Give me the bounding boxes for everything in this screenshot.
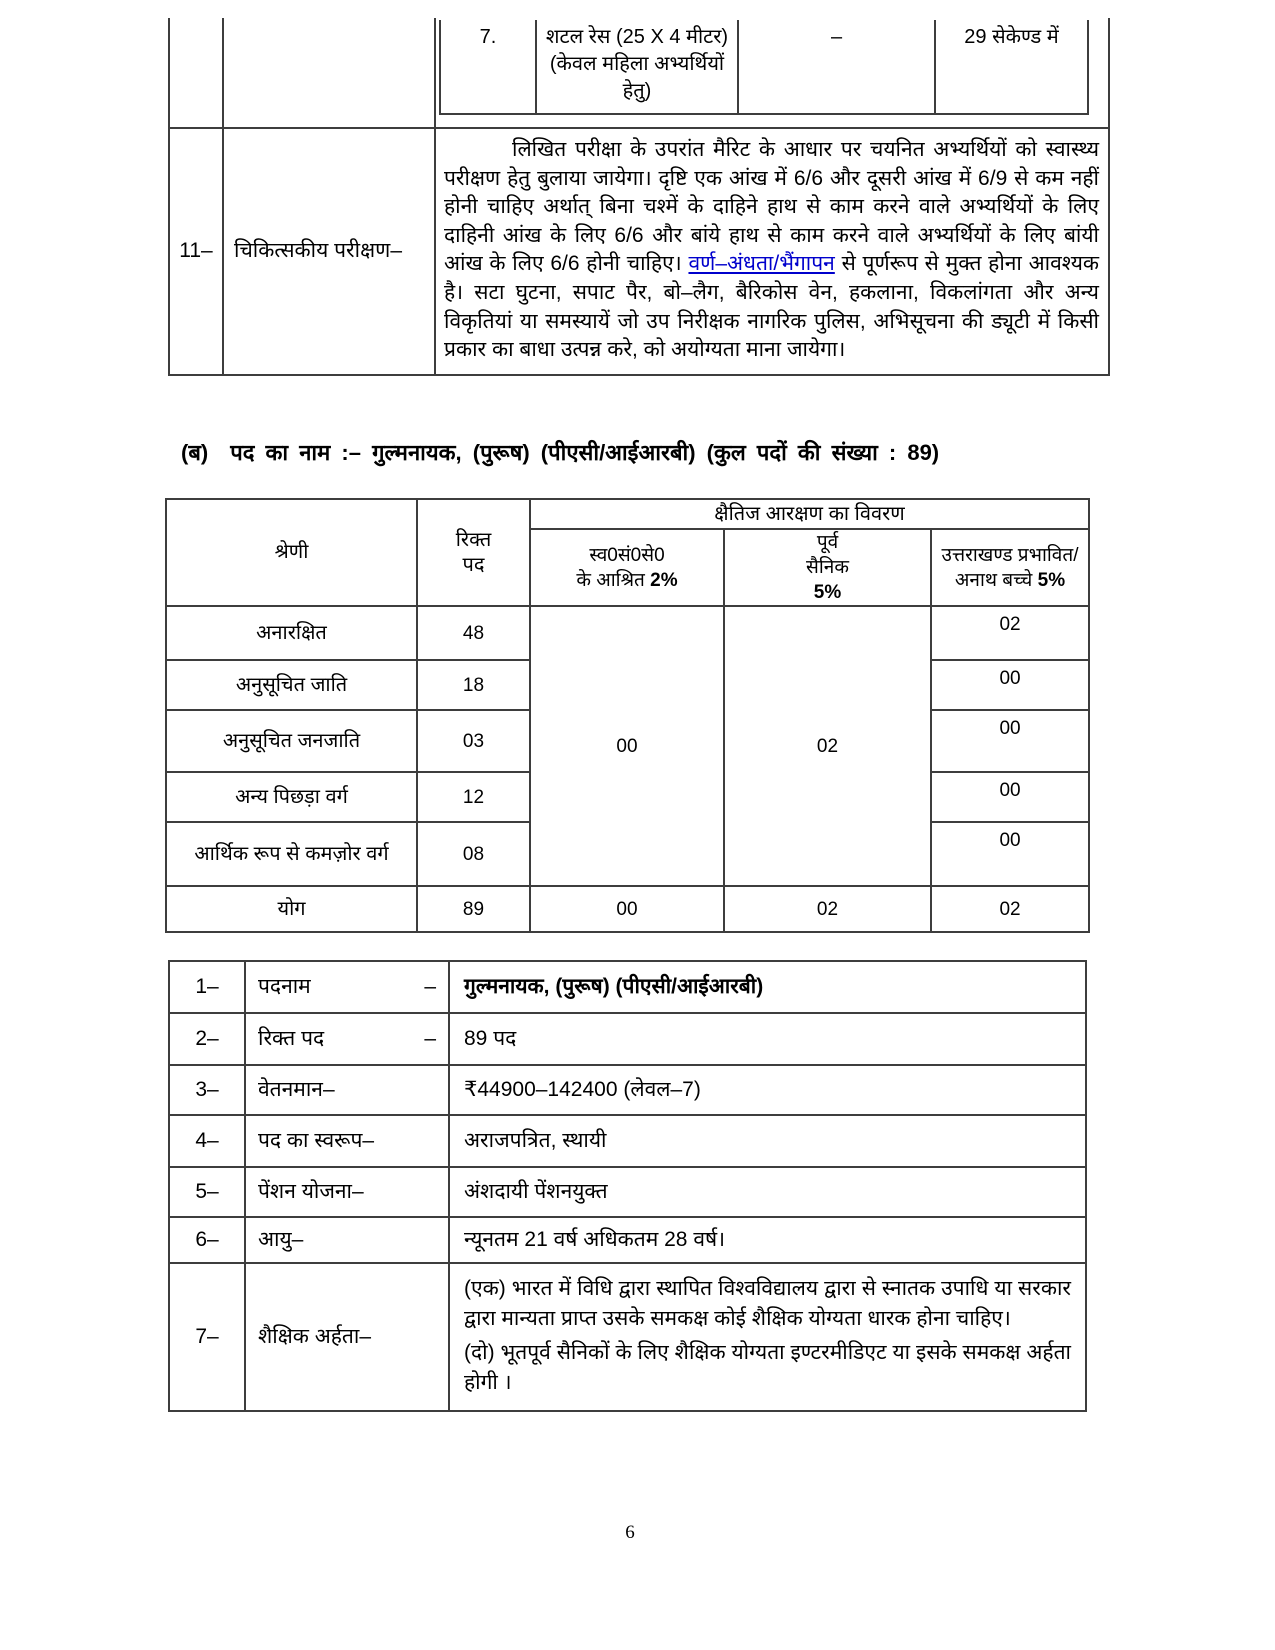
total-orphan-cell	[931, 886, 1089, 932]
detail-number: 5–	[195, 1180, 219, 1203]
medical-row-content-cell	[435, 128, 1109, 375]
orphan-value: 00	[999, 668, 1021, 689]
total-dependents-cell	[530, 886, 724, 932]
detail-number: 1–	[195, 975, 219, 998]
detail-number-cell	[169, 1115, 245, 1167]
vacant-cell	[417, 660, 530, 710]
detail-label: आयु–	[258, 1228, 304, 1251]
fitness-inner-table	[439, 20, 1089, 115]
medical-text-start: लिखित परीक्षा के उपरांत मैरिट के आधार पर चयनित अभ्यर्थियों को स्वास्थ्य परीक्षण हेतु बुलाया जायेगा। दृष्टि एक आंख में 6/6 और दूसरी आंख में 6/9 से कम नहीं होनी चाहिए अर्थात् बिना चश्में के दाहिने हाथ से काम करने वाले अभ्यर्थियों के लिए दाहिनी आंख के लिए 6/6 और बांये हाथ से काम करने वाले अभ्यर्थियों के लिए बांयी आंख के लिए 6/6 होनी चाहिए।	[444, 138, 1099, 276]
total-exserviceman-cell	[724, 886, 931, 932]
fitness-result: 29 सेकेण्ड में	[964, 26, 1059, 48]
detail-value: 89 पद	[464, 1027, 517, 1050]
category-label: आर्थिक रूप से कमज़ोर वर्ग	[194, 842, 389, 865]
table-row	[166, 606, 1089, 660]
category-cell	[166, 822, 417, 886]
vacant-cell	[417, 822, 530, 886]
reservation-table	[165, 498, 1090, 933]
detail-row-post-nature	[169, 1115, 1086, 1167]
fitness-mark: –	[830, 26, 843, 48]
detail-value-cell	[449, 1013, 1086, 1065]
detail-number: 3–	[195, 1078, 219, 1101]
orphan-value: 00	[999, 830, 1021, 851]
header-orphan-line1: उत्तराखण्ड प्रभावित/	[941, 544, 1079, 566]
orphan-cell	[931, 606, 1089, 660]
detail-row-pension	[169, 1167, 1086, 1217]
header-category-cell	[166, 499, 417, 606]
fitness-row-7	[440, 20, 1088, 114]
detail-value: ₹44900–142400 (लेवल–7)	[464, 1078, 701, 1101]
header-vacant-line2: पद	[462, 553, 485, 576]
detail-number: 2–	[195, 1027, 219, 1050]
detail-label-cell	[245, 1263, 449, 1411]
physical-medical-table	[168, 18, 1110, 376]
detail-value-cell	[449, 1263, 1086, 1411]
total-row	[166, 886, 1089, 932]
total-dependents-value: 00	[616, 898, 638, 920]
category-label: अनारक्षित	[256, 621, 327, 644]
vacant-value: 08	[462, 843, 485, 865]
medical-row-label: चिकित्सकीय परीक्षण–	[234, 239, 402, 263]
detail-row-education	[169, 1263, 1086, 1411]
detail-number-cell	[169, 1263, 245, 1411]
total-exserviceman-value: 02	[816, 898, 839, 920]
detail-dash: –	[424, 975, 436, 998]
detail-value: गुल्मनायक, (पुरूष) (पीएसी/आईआरबी)	[464, 975, 764, 998]
total-vacant-value: 89	[462, 898, 485, 920]
detail-value-cell	[449, 1115, 1086, 1167]
detail-value-cell	[449, 1217, 1086, 1263]
detail-number: 7–	[195, 1325, 219, 1348]
orphan-value: 02	[999, 614, 1021, 635]
section-b-heading	[181, 438, 1111, 468]
detail-label-cell	[245, 1065, 449, 1115]
colour-blindness-link[interactable]: वर्ण–अंधता/भैंगापन	[688, 252, 835, 276]
detail-dash: –	[424, 1027, 436, 1050]
category-label: अनुसूचित जनजाति	[222, 729, 361, 752]
dependents-value: 00	[616, 735, 638, 757]
detail-label: पदनाम	[258, 975, 311, 998]
section-b-title: पद का नाम :– गुल्मनायक, (पुरूष) (पीएसी/आईआरबी) (कुल पदों की संख्या : 89)	[230, 440, 940, 465]
fitness-sno-cell	[440, 20, 536, 114]
detail-number-cell	[169, 1217, 245, 1263]
fitness-event: शटल रेस (25 X 4 मीटर) (केवल महिला अभ्यर्थियों हेतु)	[545, 26, 729, 102]
vacant-cell	[417, 606, 530, 660]
category-cell	[166, 660, 417, 710]
medical-exam-row	[169, 128, 1109, 375]
detail-value-cell	[449, 1167, 1086, 1217]
vacant-cell	[417, 710, 530, 772]
orphan-cell	[931, 772, 1089, 822]
header-orphan-cell	[931, 529, 1089, 606]
detail-number-cell	[169, 1167, 245, 1217]
medical-row-number: 11–	[179, 239, 213, 263]
detail-number: 6–	[195, 1228, 219, 1251]
header-exserviceman-cell	[724, 529, 931, 606]
orphan-cell	[931, 660, 1089, 710]
detail-value: अराजपत्रित, स्थायी	[464, 1129, 607, 1152]
header-category: श्रेणी	[274, 541, 309, 563]
header-exserviceman-line2: सैनिक	[806, 557, 849, 578]
detail-row-vacancies	[169, 1013, 1086, 1065]
detail-row-age	[169, 1217, 1086, 1263]
detail-number-cell	[169, 1065, 245, 1115]
orphan-value: 00	[999, 718, 1021, 739]
fitness-continuation-row	[169, 18, 1109, 128]
vacant-cell	[417, 772, 530, 822]
category-label: अन्य पिछड़ा वर्ग	[235, 785, 348, 808]
detail-number: 4–	[195, 1129, 219, 1152]
header-horizontal-reservation: क्षैतिज आरक्षण का विवरण	[714, 502, 905, 525]
detail-value: न्यूनतम 21 वर्ष अधिकतम 28 वर्ष।	[464, 1228, 726, 1251]
fitness-result-cell	[935, 20, 1088, 114]
detail-value: अंशदायी पेंशनयुक्त	[464, 1180, 608, 1203]
category-label: अनुसूचित जाति	[235, 673, 348, 696]
dependents-merged-cell	[530, 606, 724, 886]
total-orphan-value: 02	[999, 898, 1021, 920]
medical-text-end: से पूर्णरूप से मुक्त होना आवश्यक है। सटा घुटना, सपाट पैर, बो–लैग, बैरिकोस वेन, हकलाना, विकलांगता और अन्य विकृतियां या समस्यायें जो उप निरीक्षक नागरिक पुलिस, अभिसूचना की ड्यूटी में किसी प्रकार का बाधा उत्पन्न करे, को अयोग्यता माना जायेगा।	[444, 252, 1099, 362]
vacant-value: 03	[462, 730, 485, 752]
empty-number-cell	[169, 18, 223, 128]
vacant-value: 18	[462, 674, 485, 696]
exserviceman-merged-cell	[724, 606, 931, 886]
header-dependents-line2: के आश्रित	[576, 569, 645, 591]
detail-label: शैक्षिक अर्हता–	[258, 1325, 372, 1348]
medical-row-number-cell	[169, 128, 223, 375]
header-vacant-line1: रिक्त	[455, 528, 492, 551]
detail-row-postname	[169, 961, 1086, 1013]
education-clause-two: (दो) भूतपूर्व सैनिकों के लिए शैक्षिक योग्यता इण्टरमीडिएट या इसके समकक्ष अर्हता होगी ।	[464, 1341, 1071, 1394]
post-details-table	[168, 960, 1087, 1412]
category-cell	[166, 710, 417, 772]
total-label-cell	[166, 886, 417, 932]
total-vacant-cell	[417, 886, 530, 932]
detail-label-cell	[245, 1217, 449, 1263]
category-cell	[166, 772, 417, 822]
detail-label-cell	[245, 1167, 449, 1217]
section-b-prefix: (ब)	[181, 440, 209, 465]
vacant-value: 12	[462, 786, 485, 808]
header-horizontal-reservation-cell	[530, 499, 1089, 529]
empty-label-cell	[223, 18, 435, 128]
header-orphan-line2: अनाथ बच्चे	[954, 569, 1033, 591]
detail-label-cell	[245, 1115, 449, 1167]
detail-value-cell	[449, 1065, 1086, 1115]
header-vacant-cell	[417, 499, 530, 606]
header-dependents-pct: 2%	[650, 569, 678, 591]
vacant-value: 48	[462, 622, 485, 644]
fitness-inner-cell	[435, 18, 1109, 128]
orphan-value: 00	[999, 780, 1021, 801]
header-dependents-line1: स्व0सं0से0	[589, 544, 665, 566]
medical-paragraph	[436, 129, 1108, 374]
header-dependents-cell	[530, 529, 724, 606]
header-orphan-pct: 5%	[1037, 569, 1066, 591]
education-clause-one: (एक) भारत में विधि द्वारा स्थापित विश्वविद्यालय द्वारा से स्नातक उपाधि या सरकार द्वारा मान्यता प्राप्त उसके समकक्ष कोई शैक्षिक योग्यता धारक होना चाहिए।	[464, 1277, 1071, 1330]
fitness-event-cell	[536, 20, 738, 114]
page-number: 6	[625, 1522, 635, 1543]
detail-value-cell	[449, 961, 1086, 1013]
header-exserviceman-line1: पूर्व	[816, 532, 839, 553]
orphan-cell	[931, 710, 1089, 772]
detail-label: वेतनमान–	[258, 1078, 335, 1101]
detail-row-payscale	[169, 1065, 1086, 1115]
medical-row-label-cell	[223, 128, 435, 375]
detail-number-cell	[169, 961, 245, 1013]
total-label: योग	[277, 897, 306, 920]
category-cell	[166, 606, 417, 660]
detail-label-cell	[245, 961, 449, 1013]
fitness-sno: 7.	[479, 26, 497, 48]
detail-label-cell	[245, 1013, 449, 1065]
detail-label: रिक्त पद	[258, 1027, 325, 1050]
orphan-cell	[931, 822, 1089, 886]
fitness-mark-cell	[738, 20, 935, 114]
detail-number-cell	[169, 1013, 245, 1065]
header-exserviceman-pct: 5%	[813, 582, 842, 603]
detail-label: पेंशन योजना–	[258, 1180, 364, 1203]
detail-label: पद का स्वरूप–	[258, 1129, 375, 1152]
exserviceman-value: 02	[816, 735, 839, 757]
